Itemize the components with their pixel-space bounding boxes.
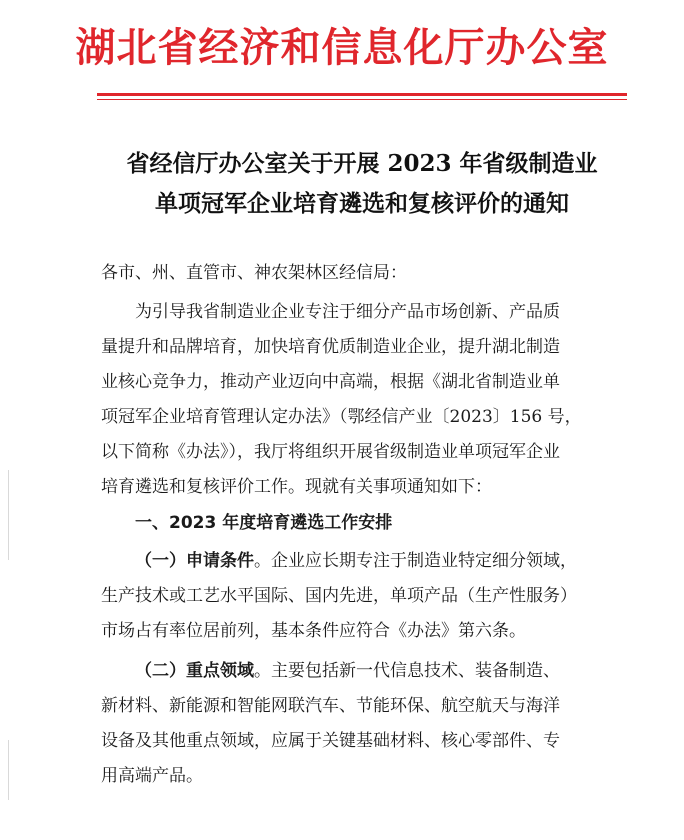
item-2-line-1 — [135, 656, 560, 687]
item-1-line-1-text: 。企业应长期专注于制造业特定细分领域， — [254, 551, 577, 571]
document-title-line-1: 省经信厅办公室关于开展 2023 年省级制造业 — [126, 150, 598, 177]
intro-line-4: 项冠军企业培育管理认定办法》（鄂经信产业〔2023〕156 号， — [101, 407, 582, 427]
item-2-label: （二）重点领域 — [135, 661, 254, 681]
intro-line-6: 培育遴选和复核评价工作。现就有关事项通知如下： — [101, 477, 492, 497]
item-2-line-3: 设备及其他重点领域，应属于关键基础材料、核心零部件、专 — [101, 731, 560, 751]
letterhead-rule-thick — [97, 93, 627, 96]
scan-edge-mark — [8, 740, 9, 800]
letterhead-rule-thin — [97, 99, 627, 100]
intro-line-2: 量提升和品牌培育，加快培育优质制造业企业，提升湖北制造 — [101, 337, 560, 357]
item-1-line-3: 市场占有率位居前列，基本条件应符合《办法》第六条。 — [101, 621, 526, 641]
scan-edge-mark — [8, 470, 9, 560]
intro-line-5: 以下简称《办法》），我厅将组织开展省级制造业单项冠军企业 — [101, 442, 560, 462]
section-heading-1: 一、2023 年度培育遴选工作安排 — [135, 513, 393, 533]
item-2-line-4: 用高端产品。 — [101, 766, 203, 786]
document-title-line-2: 单项冠军企业培育遴选和复核评价的通知 — [155, 190, 569, 217]
intro-line-3: 业核心竞争力，推动产业迈向中高端，根据《湖北省制造业单 — [101, 372, 560, 392]
item-1-line-2: 生产技术或工艺水平国际、国内先进，单项产品（生产性服务） — [101, 586, 577, 606]
salutation: 各市、州、直管市、神农架林区经信局： — [101, 263, 407, 283]
item-1-line-1 — [135, 546, 577, 577]
item-2-line-1-text: 。主要包括新一代信息技术、装备制造、 — [254, 661, 560, 681]
intro-line-1: 为引导我省制造业企业专注于细分产品市场创新、产品质 — [135, 302, 560, 322]
letterhead-title: 湖北省经济和信息化厅办公室 — [75, 24, 609, 71]
item-2-line-2: 新材料、新能源和智能网联汽车、节能环保、航空航天与海洋 — [101, 696, 560, 716]
item-1-label: （一）申请条件 — [135, 551, 254, 571]
